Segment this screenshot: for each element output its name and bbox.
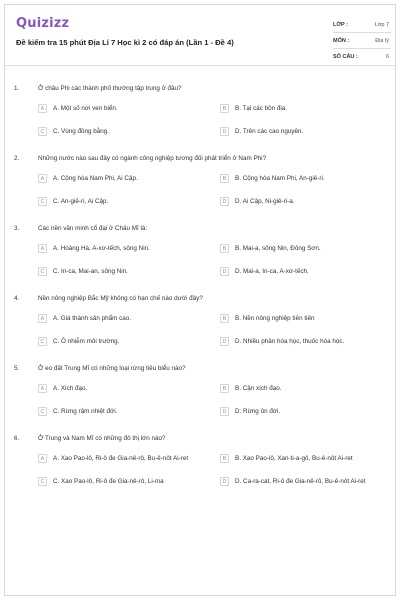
meta-label: LỚP : [333, 21, 348, 28]
option-letter-box: A [38, 384, 47, 393]
answer-option[interactable] [38, 244, 150, 253]
option-text: A. Một số nơi ven biển. [53, 105, 118, 112]
option-text: D. Nhiều phân hóa học, thuốc hóa học. [235, 338, 345, 345]
option-letter-box: B [220, 454, 229, 463]
question-number: 3. [14, 225, 20, 232]
question [5, 155, 395, 225]
answer-option[interactable] [220, 454, 353, 463]
option-text: C. Ô nhiễm môi trường. [53, 338, 120, 345]
answer-option[interactable] [220, 174, 325, 183]
option-text: B. Nền nông nghiệp tiên tiến [235, 315, 315, 322]
meta-label: SỐ CÂU : [333, 53, 358, 60]
option-text: C. Vùng đồng bằng. [53, 128, 110, 135]
worksheet-title: Đề kiểm tra 15 phút Địa Lí 7 Học kì 2 có đáp án (Lần 1 - Đề 4) [16, 38, 234, 47]
question [5, 295, 395, 365]
option-text: C. Rừng rậm nhiệt đới. [53, 408, 118, 415]
answer-option[interactable] [38, 174, 138, 183]
question [5, 365, 395, 435]
answer-option[interactable] [220, 197, 295, 206]
answer-option[interactable] [38, 477, 164, 486]
question-text: Nền nông nghiệp Bắc Mỹ không có hạn chế nào dưới đây? [38, 295, 203, 302]
option-letter-box: A [38, 454, 47, 463]
option-text: A. Xao Pao-lô, Ri-ô đe Gia-nê-rô, Bu-ê-nôt Ai-ret [53, 455, 189, 462]
answer-option[interactable] [38, 337, 119, 346]
option-letter-box: C [38, 337, 47, 346]
option-letter-box: A [38, 104, 47, 113]
question-list [5, 85, 395, 505]
option-letter-box: A [38, 174, 47, 183]
option-letter-box: D [220, 267, 229, 276]
option-letter-box: D [220, 337, 229, 346]
option-text: C. Xao Pao-lô, Ri-ô đe Gia-nê-rô, Li-ma [53, 478, 164, 485]
option-text: B. Cộng hòa Nam Phi, An-giê-ri. [235, 175, 325, 182]
question-number: 5. [14, 365, 20, 372]
option-text: C. An-giê-ri, Ai Cập. [53, 198, 109, 205]
answer-option[interactable] [220, 127, 303, 136]
answer-option[interactable] [38, 197, 108, 206]
question-text: Những nước nào sau đây có ngành công nghiệp tương đối phát triển ở Nam Phi? [38, 155, 267, 162]
answer-option[interactable] [220, 244, 321, 253]
question [5, 435, 395, 505]
question [5, 85, 395, 155]
question-text: Ở châu Phi các thành phố thường tập trung ở đâu? [38, 85, 182, 92]
question-text: Ở eo đất Trung Mĩ có những loại rừng tiêu biểu nào? [38, 365, 186, 372]
option-letter-box: C [38, 197, 47, 206]
answer-option[interactable] [220, 337, 344, 346]
meta-row-subject [333, 33, 391, 49]
option-text: B. Mai-a, sông Nin, Đông Sơn. [235, 245, 321, 252]
question-text: Các nền văn minh cổ đại ở Châu Mĩ là: [38, 225, 148, 232]
option-text: B. Tại các bồn địa. [235, 105, 288, 112]
answer-option[interactable] [38, 454, 188, 463]
option-letter-box: B [220, 314, 229, 323]
option-letter-box: B [220, 104, 229, 113]
answer-option[interactable] [220, 267, 309, 276]
meta-value: Địa lý [375, 37, 389, 44]
answer-option[interactable] [38, 384, 87, 393]
option-letter-box: D [220, 407, 229, 416]
option-letter-box: A [38, 244, 47, 253]
option-letter-box: C [38, 477, 47, 486]
answer-option[interactable] [220, 314, 314, 323]
answer-option[interactable] [38, 267, 128, 276]
question-number: 4. [14, 295, 20, 302]
answer-option[interactable] [38, 127, 109, 136]
header-divider [5, 65, 395, 66]
option-text: D. Rừng ôn đới. [235, 408, 281, 415]
option-text: A. Giá thành sản phẩm cao. [53, 315, 132, 322]
option-letter-box: D [220, 197, 229, 206]
option-letter-box: C [38, 127, 47, 136]
answer-option[interactable] [220, 477, 366, 486]
option-letter-box: B [220, 244, 229, 253]
option-letter-box: B [220, 384, 229, 393]
meta-value: Lớp 7 [374, 21, 389, 28]
meta-label: MÔN : [333, 37, 350, 44]
option-text: D. Ca-ra-cat, Ri-ô đe Gia-nê-rô, Bu-ê-nôt Ai-ret [235, 478, 366, 485]
option-letter-box: B [220, 174, 229, 183]
option-text: C. In-ca, Mai-an, sông Nin. [53, 268, 128, 275]
question [5, 225, 395, 295]
answer-option[interactable] [220, 384, 282, 393]
option-letter-box: C [38, 407, 47, 416]
answer-option[interactable] [220, 104, 287, 113]
option-text: B. Xao Pao-lô, Xan-ti-a-gô, Bu-ê-nôt Ai-ret [235, 455, 353, 462]
meta-row-class [333, 17, 391, 33]
answer-option[interactable] [38, 407, 117, 416]
meta-row-question-count [333, 49, 391, 64]
option-text: B. Cận xích đạo. [235, 385, 282, 392]
option-text: D. Mai-a, In-ca, A-xơ-tếch. [235, 268, 309, 275]
option-letter-box: A [38, 314, 47, 323]
question-number: 1. [14, 85, 20, 92]
worksheet-page [4, 4, 396, 596]
question-number: 6. [14, 435, 20, 442]
question-number: 2. [14, 155, 20, 162]
answer-option[interactable] [220, 407, 280, 416]
option-text: A. Cộng hòa Nam Phi, Ai Cập. [53, 175, 138, 182]
option-letter-box: D [220, 127, 229, 136]
option-text: A. Hoàng Hà, A-xơ-tếch, sông Nin. [53, 245, 150, 252]
option-letter-box: D [220, 477, 229, 486]
worksheet-meta [333, 17, 391, 64]
answer-option[interactable] [38, 314, 131, 323]
question-text: Ở Trung và Nam Mĩ có những đô thị lớn nào? [38, 435, 166, 442]
quizizz-logo: Quizizz [16, 16, 70, 31]
meta-value: 6 [385, 53, 389, 60]
option-text: A. Xích đạo. [53, 385, 88, 392]
option-text: D. Trên các cao nguyên. [235, 128, 304, 135]
option-letter-box: C [38, 267, 47, 276]
answer-option[interactable] [38, 104, 118, 113]
option-text: D. Ai Cập, Ni-giê-ri-a. [235, 198, 295, 205]
